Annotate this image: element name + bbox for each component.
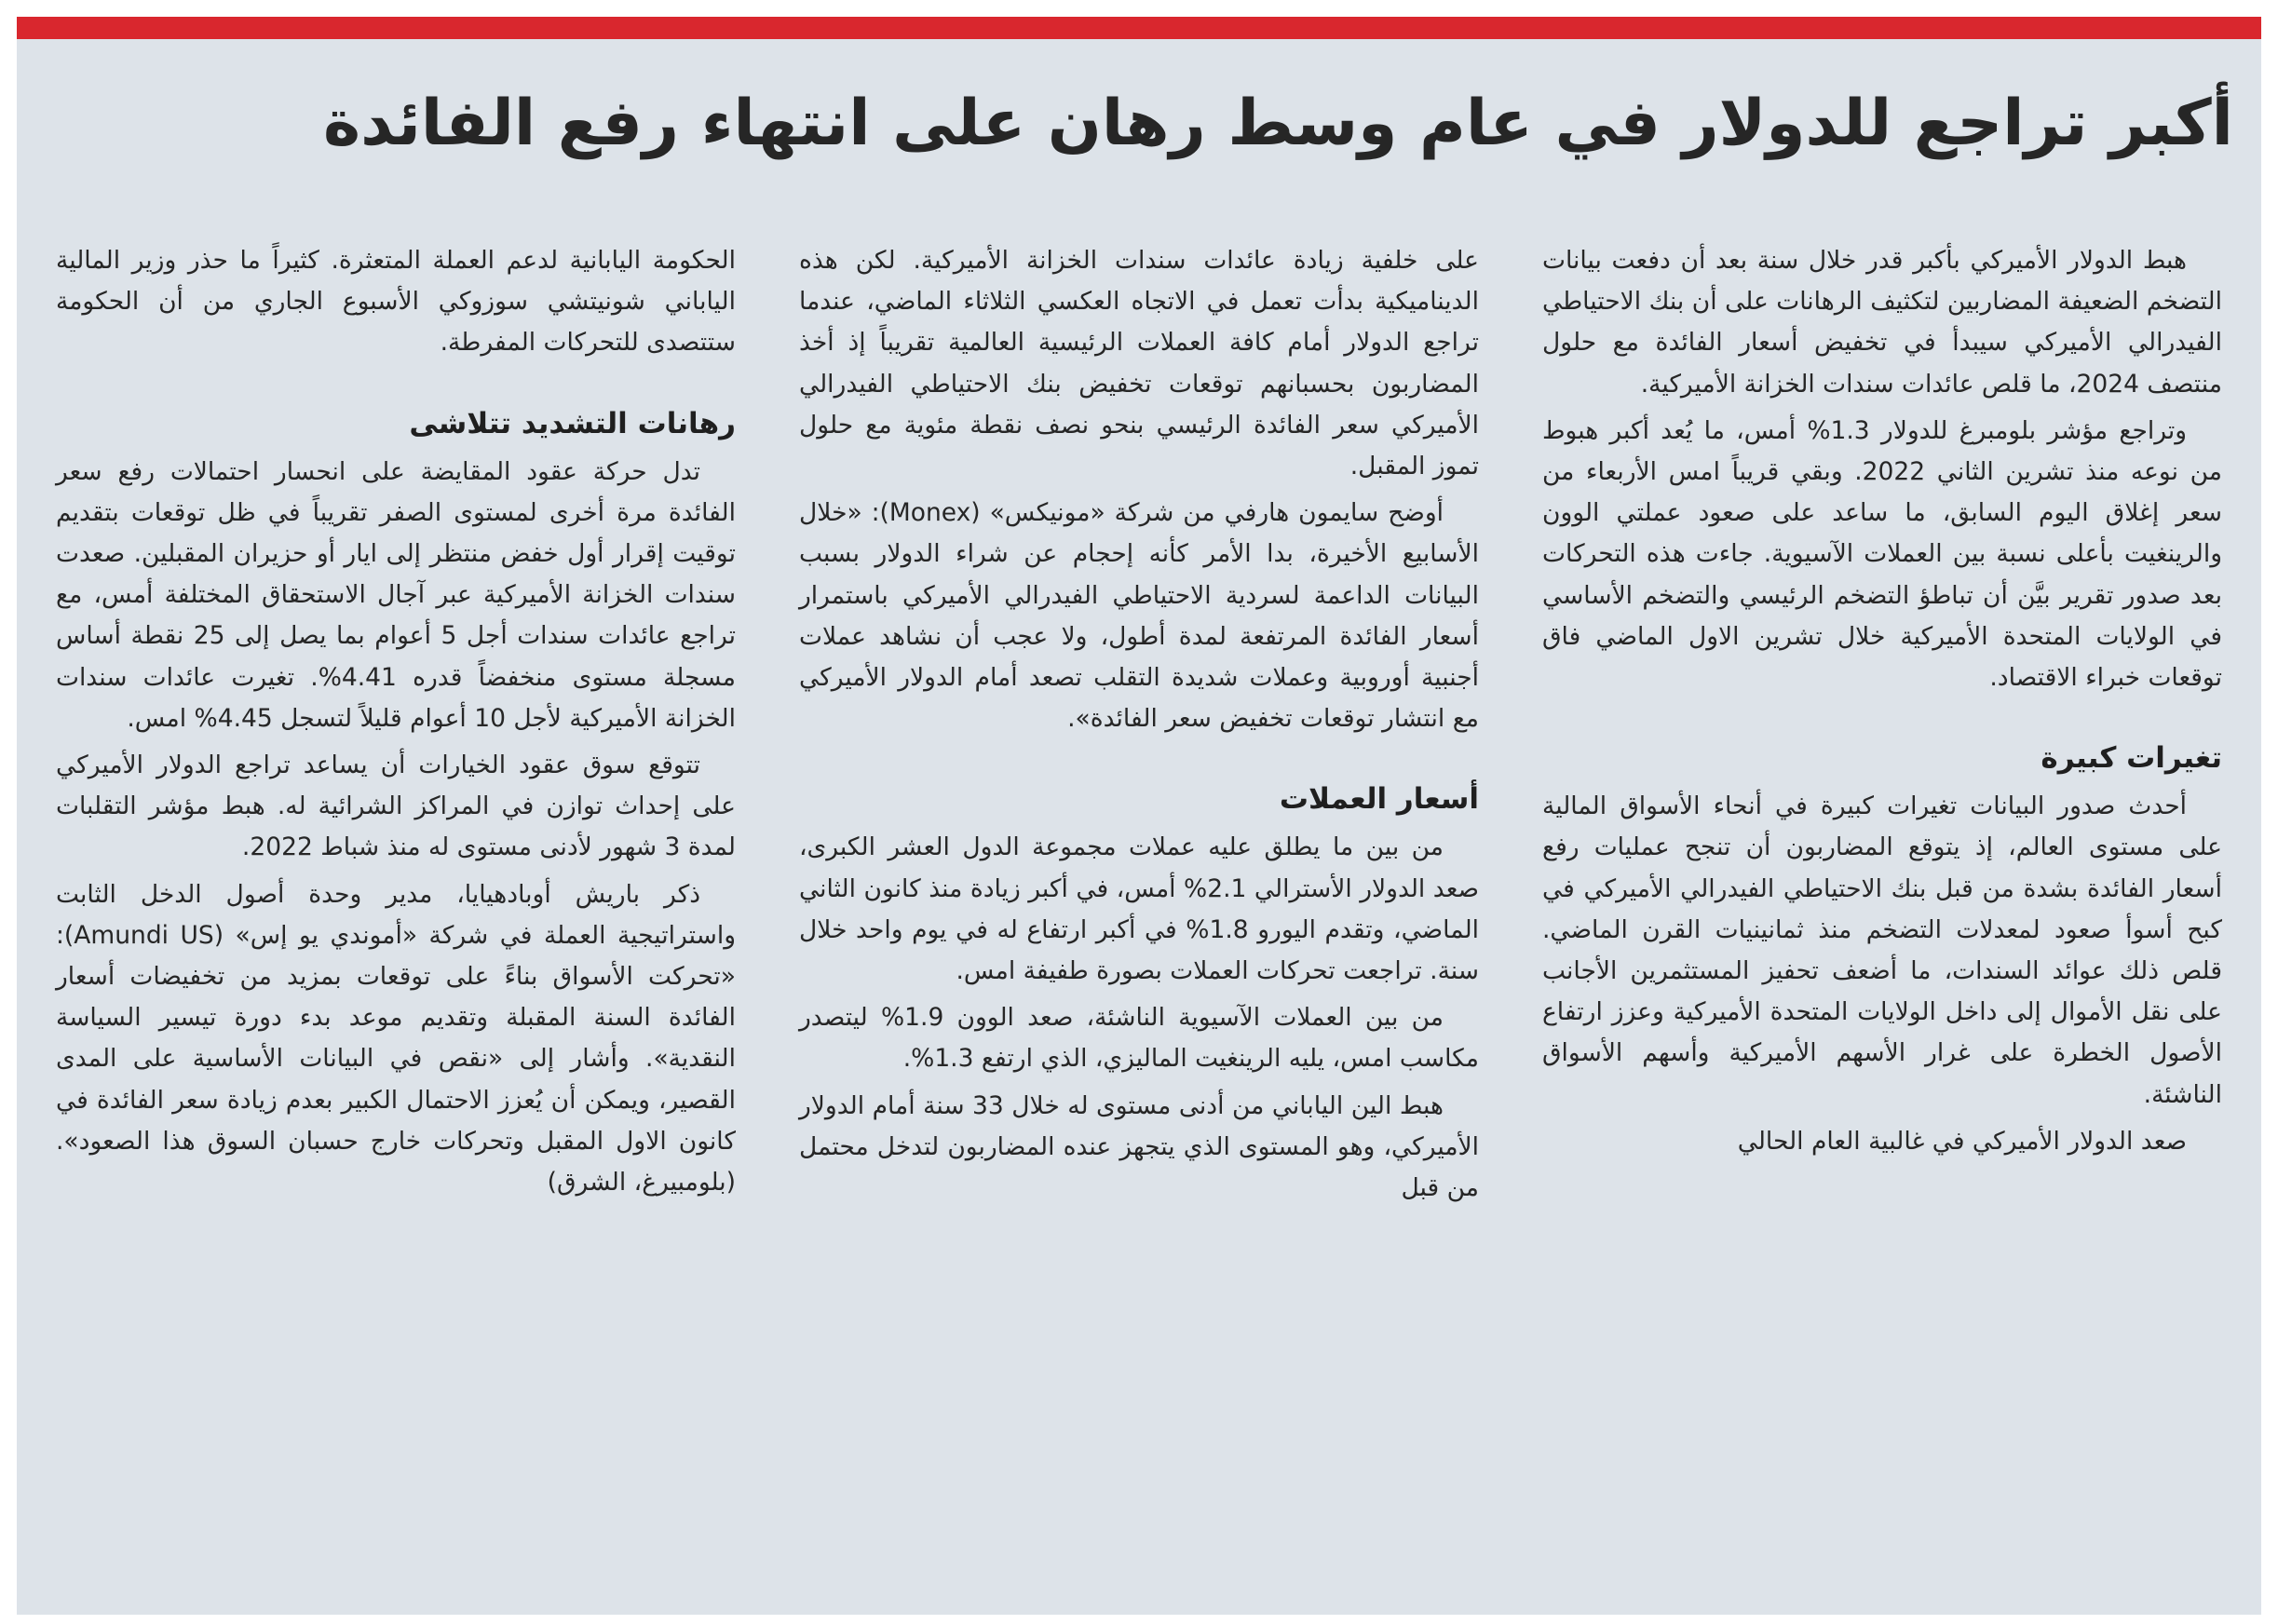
paragraph: الحكومة اليابانية لدعم العملة المتعثرة. كثيراً ما حذر وزير المالية الياباني شونيتشي سوزوكي الأسبوع الجاري من أن الحكومة ستتصدى للتحركات المفرطة. [56,246,736,358]
paragraph: هبط الدولار الأميركي بأكبر قدر خلال سنة بعد أن دفعت بيانات التضخم الضعيفة المضاربين لتكثيف الرهانات على أن بنك الاحتياطي الفيدرالي الأميركي سيبدأ في تخفيض أسعار الفائدة مع حلول منتصف 2024، ما قلص عائدات سندات الخزانة الأميركية. [1542,246,2222,399]
paragraph: من بين ما يطلق عليه عملات مجموعة الدول العشر الكبرى، صعد الدولار الأسترالي 2.1% أمس، في أكبر زيادة منذ كانون الثاني الماضي، وتقدم اليورو 1.8% في أكبر ارتفاع له في يوم واحد خلال سنة. تراجعت تحركات العملات بصورة طفيفة امس. [799,832,1480,986]
section-heading: أسعار العملات [1279,782,1479,817]
paragraph: صعد الدولار الأميركي في غالبية العام الحالي [1737,1126,2187,1156]
section-heading: تغيرات كبيرة [2041,741,2222,776]
paragraph: من بين العملات الآسيوية الناشئة، صعد الوون 1.9% ليتصدر مكاسب امس، يليه الرينغيت الماليزي، الذي ارتفع 1.3%. [799,1003,1479,1074]
paragraph: تتوقع سوق عقود الخيارات أن يساعد تراجع الدولار الأميركي على إحداث توازن في المراكز الشرائية له. هبط مؤشر التقلبات لمدة 3 شهور لأدنى مستوى له منذ شباط 2022. [56,751,736,862]
red-accent-bar [17,17,2261,39]
paragraph: ذكر باريش أوبادهيايا، مدير وحدة أصول الدخل الثابت واستراتيجية العملة في شركة «أموندي يو إس» (Amundi US): «تحركت الأسواق بناءً على توقعات بمزيد من تخفيضات أسعار الفائدة السنة المقبلة وتقديم موعد بدء دورة تيسير السياسة النقدية». وأشار إلى «نقص في البيانات الأساسية على المدى القصير، ويمكن أن يُعزز الاحتمال الكبير بعدم زيادة سعر الفائدة في كانون الاول المقبل وتحركات خارج حسبان السوق هذا الصعود». (بلومبيرغ، الشرق) [56,879,736,1198]
paragraph: أحدث صدور البيانات تغيرات كبيرة في أنحاء الأسواق المالية على مستوى العالم، إذ يتوقع المضاربون أن تنجح عمليات رفع أسعار الفائدة بشدة من قبل بنك الاحتياطي الفيدرالي الأميركي في كبح أسوأ صعود لمعدلات التضخم منذ ثمانينيات القرن الماضي. قلص ذلك عوائد السندات، ما أضعف تحفيز المستثمرين الأجانب على نقل الأموال إلى داخل الولايات المتحدة الأميركية وعزز ارتفاع الأصول الخطرة على غرار الأسهم الأميركية وأسهم الأسواق الناشئة. [1542,792,2222,1109]
paragraph: تدل حركة عقود المقايضة على انحسار احتمالات رفع سعر الفائدة مرة أخرى لمستوى الصفر تقريباً في ظل توقعات بتقديم توقيت إقرار أول خفض منتظر إلى ايار أو حزيران المقبلين. صعدت سندات الخزانة الأميركية عبر آجال الاستحقاق المختلفة أمس، مع تراجع عائدات سندات أجل 5 أعوام بما يصل إلى 25 نقطة أساس مسجلة مستوى منخفضاً قدره 4.41%. تغيرت عائدات سندات الخزانة الأميركية لأجل 10 أعوام قليلاً لتسجل 4.45% امس. [56,456,736,733]
article-headline: أكبر تراجع للدولار في عام وسط رهان على انتهاء رفع الفائدة [322,87,2233,160]
paragraph: وتراجع مؤشر بلومبرغ للدولار 1.3% أمس، ما يُعد أكبر هبوط من نوعه منذ تشرين الثاني 2022. وبقي قريباً امس الأربعاء من سعر إغلاق اليوم السابق، ما ساعد على صعود عملتي الوون والرينغيت بأعلى نسبة بين العملات الآسيوية. جاءت هذه التحركات بعد صدور تقرير بيَّن أن تباطؤ التضخم الرئيسي والتضخم الأساسي في الولايات المتحدة الأميركية خلال تشرين الاول الماضي فاق توقعات خبراء الاقتصاد. [1542,415,2222,693]
article-column-left [56,240,736,1209]
section-heading: رهانات التشديد تتلاشى [409,406,736,440]
paragraph: على خلفية زيادة عائدات سندات الخزانة الأميركية. لكن هذه الديناميكية بدأت تعمل في الاتجاه العكسي الثلاثاء الماضي، عندما تراجع الدولار أمام كافة العملات الرئيسية العالمية تقريباً إذ أخذ المضاربون بحسبانهم توقعات تخفيض بنك الاحتياطي الفيدرالي الأميركي سعر الفائدة الرئيسي بنحو نصف نقطة مئوية مع حلول تموز المقبل. [799,246,1479,481]
article-column-middle [799,240,1479,1214]
paragraph: أوضح سايمون هارفي من شركة «مونيكس» (Monex): «خلال الأسابيع الأخيرة، بدا الأمر كأنه إحجام عن شراء الدولار بسبب البيانات الداعمة لسردية الاحتياطي الفيدرالي الأميركي باستمرار أسعار الفائدة المرتفعة لمدة أطول، ولا عجب أن نشاهد عملات أجنبية أوروبية وعملات شديدة التقلب تصعد أمام الدولار الأميركي مع انتشار توقعات تخفيض سعر الفائدة». [799,498,1479,734]
paragraph: هبط الين الياباني من أدنى مستوى له خلال 33 سنة أمام الدولار الأميركي، وهو المستوى الذي يتجهز عنده المضاربون لتدخل محتمل من قبل [799,1090,1479,1203]
article-column-right [1542,240,2222,1168]
